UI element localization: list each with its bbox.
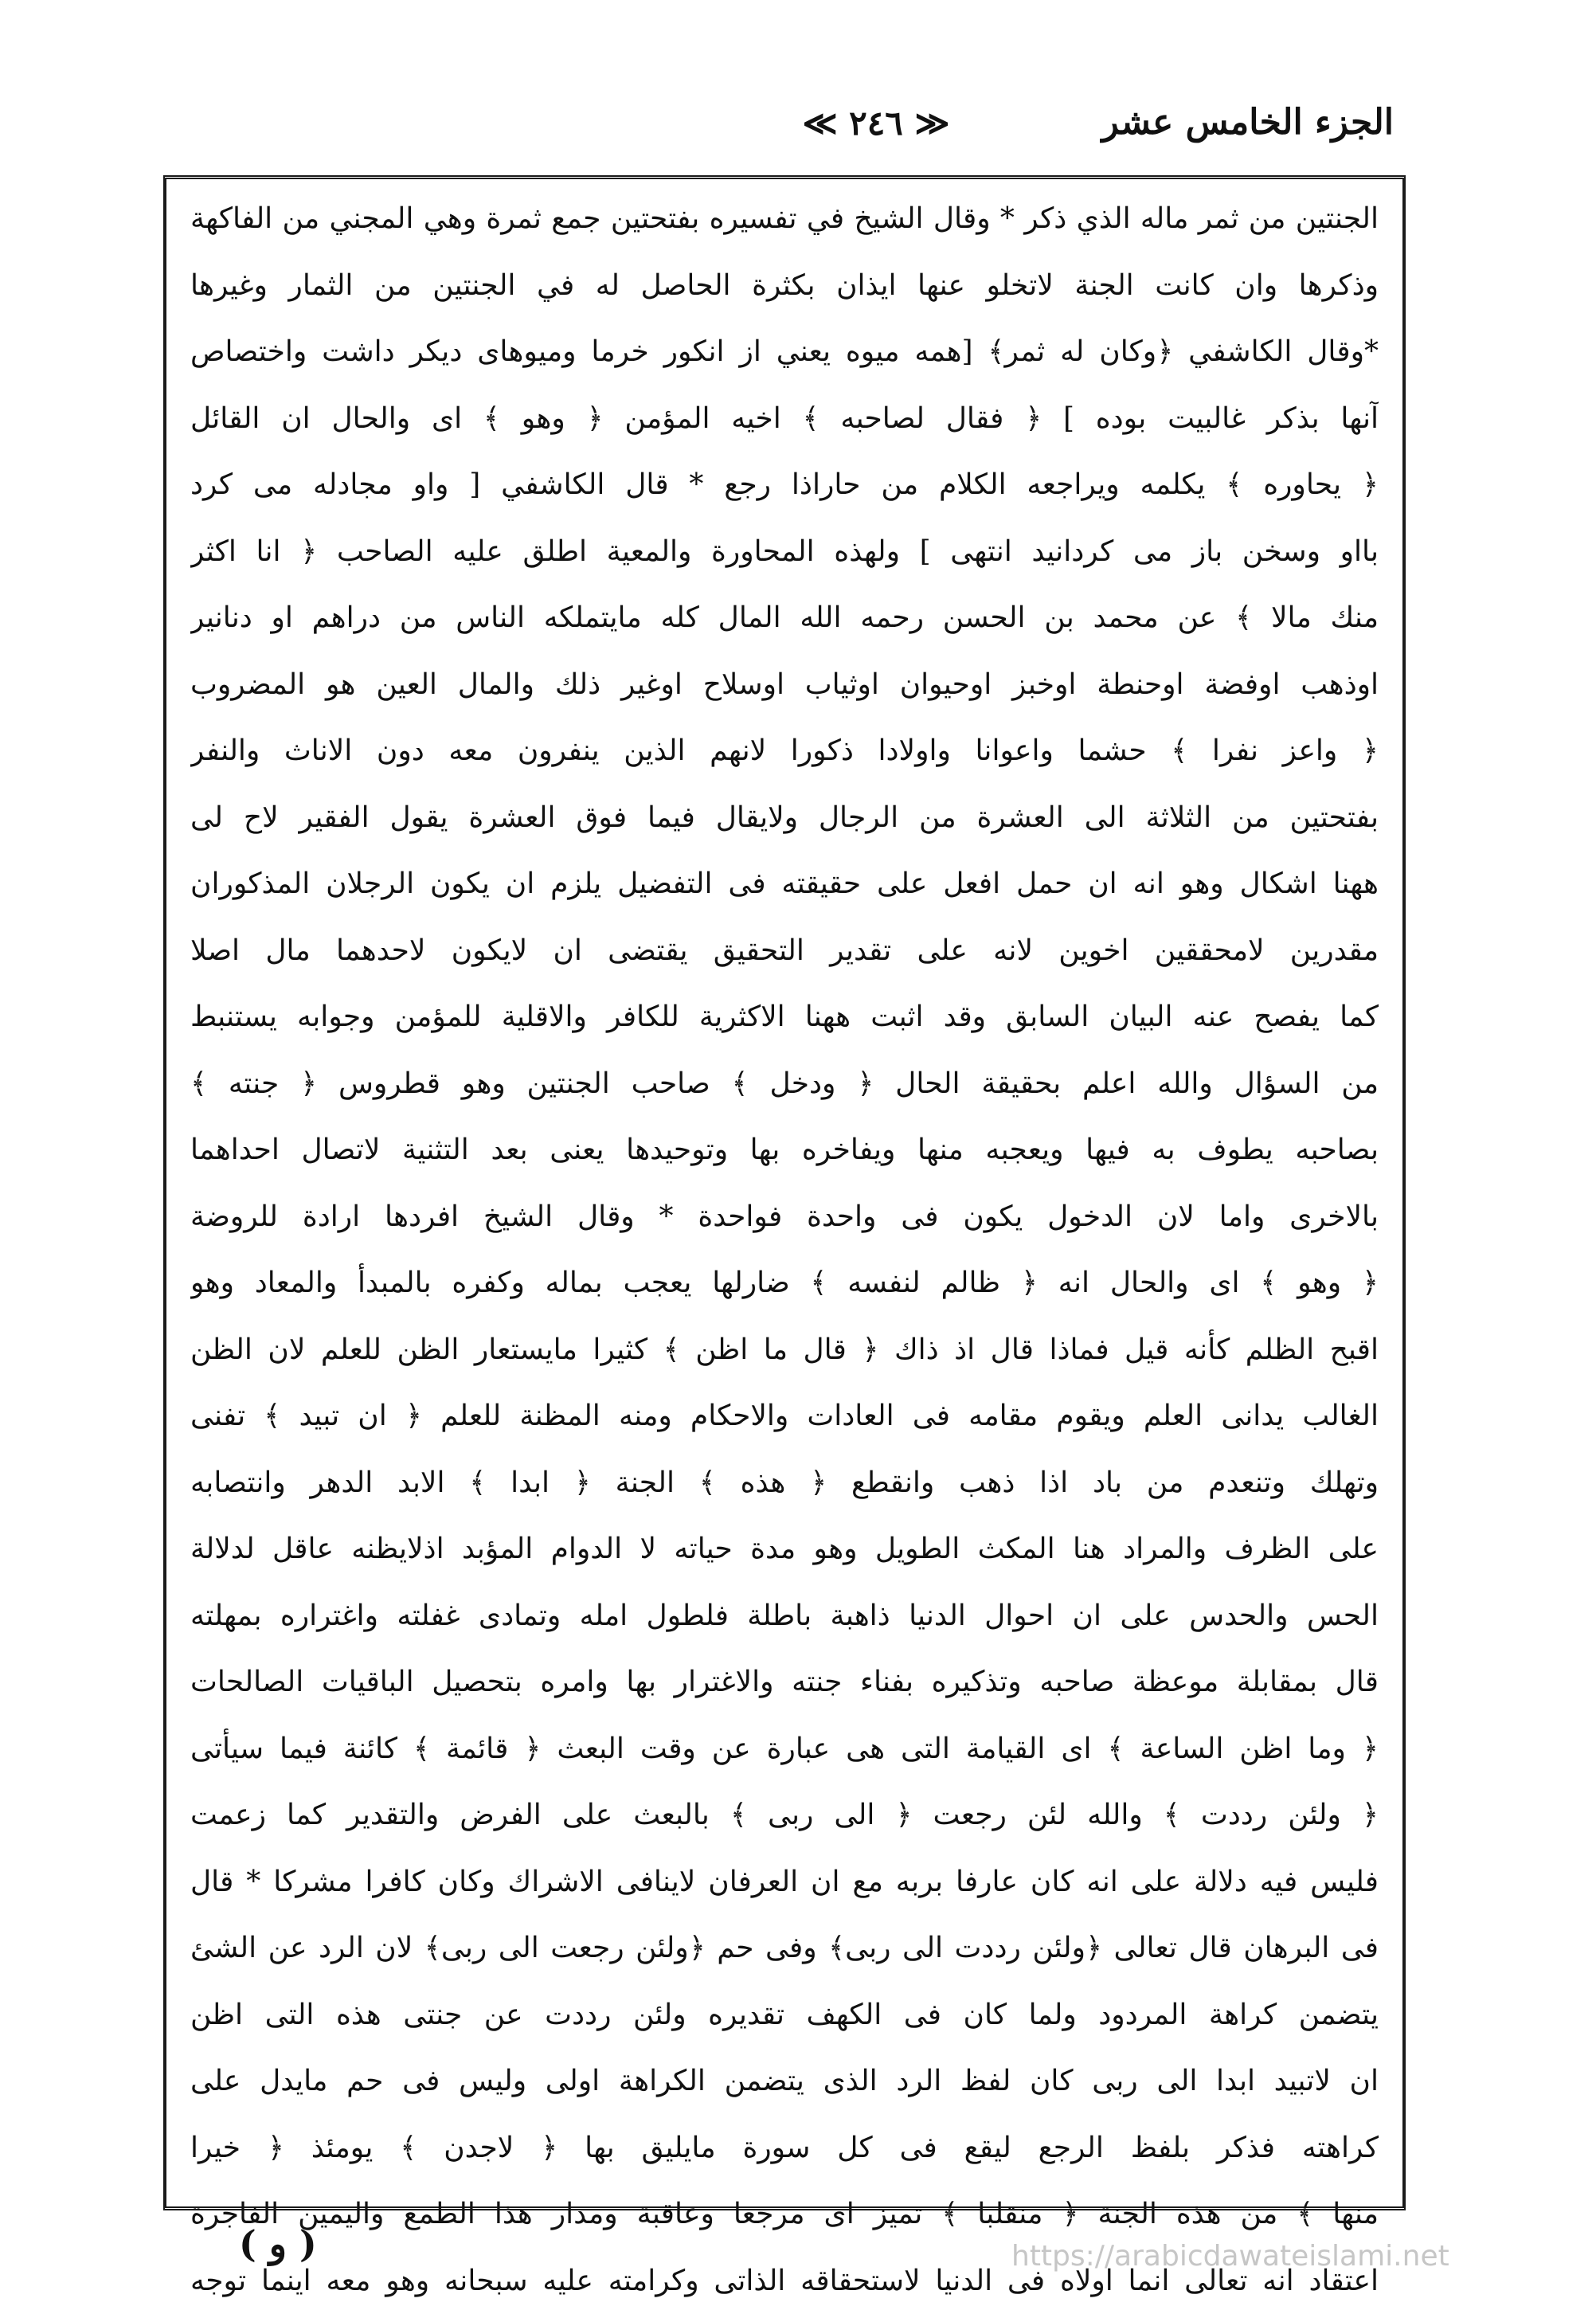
text-line: الحس والحدس على ان احوال الدنيا ذاهبة باطلة فلطول امله وتمادى غفلته واغتراره بمهلته (190, 1583, 1379, 1650)
signature-mark: ( و ) (239, 2222, 317, 2265)
text-line: منها ﴾ من هذه الجنة ﴿ منقلبا ﴾ تميز اى مرجعا وعاقبة ومدار هذا الطمع واليمين الفاجرة (190, 2181, 1379, 2248)
text-line: مقدرين لامحققين اخوين لانه على تقدير التحقيق يقتضى ان لايكون لاحدهما مال اصلا (190, 918, 1379, 985)
text-line: الجنتين من ثمر ماله الذي ذكر * وقال الشيخ في تفسيره بفتحتين جمع ثمرة وهي المجني من الفاكهة (190, 186, 1379, 253)
text-line: ﴿ وهو ﴾ اى والحال انه ﴿ ظالم لنفسه ﴾ ضارلها يعجب بماله وكفره بالمبدأ والمعاد وهو (190, 1250, 1379, 1317)
text-line: اعتقاد انه تعالى انما اولاه فى الدنيا لاستحقاقه الذاتى وكرامته عليه سبحانه وهو معه اينما توجه (190, 2248, 1379, 2314)
page-number: ≪ ٢٤٦ ≫ (709, 104, 1043, 143)
text-line: قال بمقابلة موعظة صاحبه وتذكيره بفناء جنته والاغترار بها وامره بتحصيل الباقيات الصالحات (190, 1649, 1379, 1716)
text-line: اقبح الظلم كأنه قيل فماذا قال اذ ذاك ﴿ قال ما اظن ﴾ كثيرا مايستعار الظن للعلم لان الظن (190, 1317, 1379, 1384)
text-line: فليس فيه دلالة على انه كان عارفا بربه مع ان العرفان لاينافى الاشراك وكان كافرا مشركا * قال (190, 1849, 1379, 1916)
text-line: فى البرهان قال تعالى ﴿ولئن رددت الى ربى﴾ وفى حم ﴿ولئن رجعت الى ربى﴾ لان الرد عن الشئ (190, 1915, 1379, 1982)
text-line: كما يفصح عنه البيان السابق وقد اثبت ههنا الاكثرية للكافر والاقلية للمؤمن وجوابه يستنبط (190, 984, 1379, 1051)
text-line: يتضمن كراهة المردود ولما كان فى الكهف تقديره ولئن رددت عن جنتى هذه التى اظن (190, 1982, 1379, 2049)
text-line: ﴿ يحاوره ﴾ يكلمه ويراجعه الكلام من حاراذا رجع * قال الكاشفي [ واو مجادله مى كرد (190, 452, 1379, 519)
text-line: بااو وسخن باز مى كردانيد انتهى ] ولهذه المحاورة والمعية اطلق عليه الصاحب ﴿ انا اكثر (190, 519, 1379, 585)
text-line: على الظرف والمراد هنا المكث الطويل وهو مدة حياته لا الدوام المؤبد اذلايظنه عاقل لدلالة (190, 1516, 1379, 1583)
text-line: بصاحبه يطوف به فيها ويعجبه منها ويفاخره بها وتوحيدها يعنى بعد التثنية لاتصال احداهما (190, 1117, 1379, 1184)
text-line: ﴿ واعز نفرا ﴾ حشما واعوانا واولادا ذكورا لانهم الذين ينفرون معه دون الاناث والنفر (190, 718, 1379, 785)
part-title: الجزء الخامس عشر (1101, 102, 1394, 143)
source-watermark: https://arabicdawateislami.net (1011, 2240, 1449, 2273)
page-header (167, 96, 1394, 167)
text-line: وتهلك وتنعدم من باد اذا ذهب وانقطع ﴿ هذه ﴾ الجنة ﴿ ابدا ﴾ الابد الدهر وانتصابه (190, 1450, 1379, 1517)
text-line: من السؤال والله اعلم بحقيقة الحال ﴿ ودخل ﴾ صاحب الجنتين وهو قطروس ﴿ جنته ﴾ (190, 1051, 1379, 1118)
text-line: آنها بذكر غالبيت بوده ] ﴿ فقال لصاحبه ﴾ اخيه المؤمن ﴿ وهو ﴾ اى والحال ان القائل (190, 386, 1379, 452)
text-line: كراهته فذكر بلفظ الرجع ليقع فى كل سورة مايليق بها ﴿ لاجدن ﴾ يومئذ ﴿ خيرا (190, 2115, 1379, 2182)
text-line: منك مالا ﴾ عن محمد بن الحسن رحمه الله المال كله مايتملكه الناس من دراهم او دنانير (190, 585, 1379, 652)
text-line: اوذهب اوفضة اوحنطة اوخبز اوحيوان اوثياب اوسلاح اوغير ذلك والمال العين هو المضروب (190, 652, 1379, 718)
text-frame (163, 175, 1406, 2210)
text-line: ان لاتبيد ابدا الى ربى كان لفظ الرد الذى يتضمن الكراهة اولى وليس فى حم مايدل على (190, 2048, 1379, 2115)
text-line: الغالب يدانى العلم ويقوم مقامه فى العادات والاحكام ومنه المظنة للعلم ﴿ ان تبيد ﴾ تفنى (190, 1383, 1379, 1450)
text-line: *وقال الكاشفي ﴿وكان له ثمر﴾ [همه ميوه يعني از انكور خرما وميوهاى ديكر داشت واختصاص (190, 319, 1379, 386)
text-line: بالاخرى واما لان الدخول يكون فى واحدة فواحدة * وقال الشيخ افردها ارادة للروضة (190, 1184, 1379, 1251)
text-line: بفتحتين من الثلاثة الى العشرة من الرجال ولايقال فيما فوق العشرة يقول الفقير لاح لى (190, 785, 1379, 852)
text-line: ﴿ وما اظن الساعة ﴾ اى القيامة التى هى عبارة عن وقت البعث ﴿ قائمة ﴾ كائنة فيما سيأتى (190, 1716, 1379, 1783)
text-line: ههنا اشكال وهو انه ان حمل افعل على حقيقته فى التفضيل يلزم ان يكون الرجلان المذكوران (190, 851, 1379, 918)
body-text (190, 186, 1379, 2200)
text-line: ﴿ ولئن رددت ﴾ والله لئن رجعت ﴿ الى ربى ﴾ بالبعث على الفرض والتقدير كما زعمت (190, 1782, 1379, 1849)
text-line: وذكرها وان كانت الجنة لاتخلو عنها ايذان بكثرة الحاصل له في الجنتين من الثمار وغيرها (190, 253, 1379, 319)
